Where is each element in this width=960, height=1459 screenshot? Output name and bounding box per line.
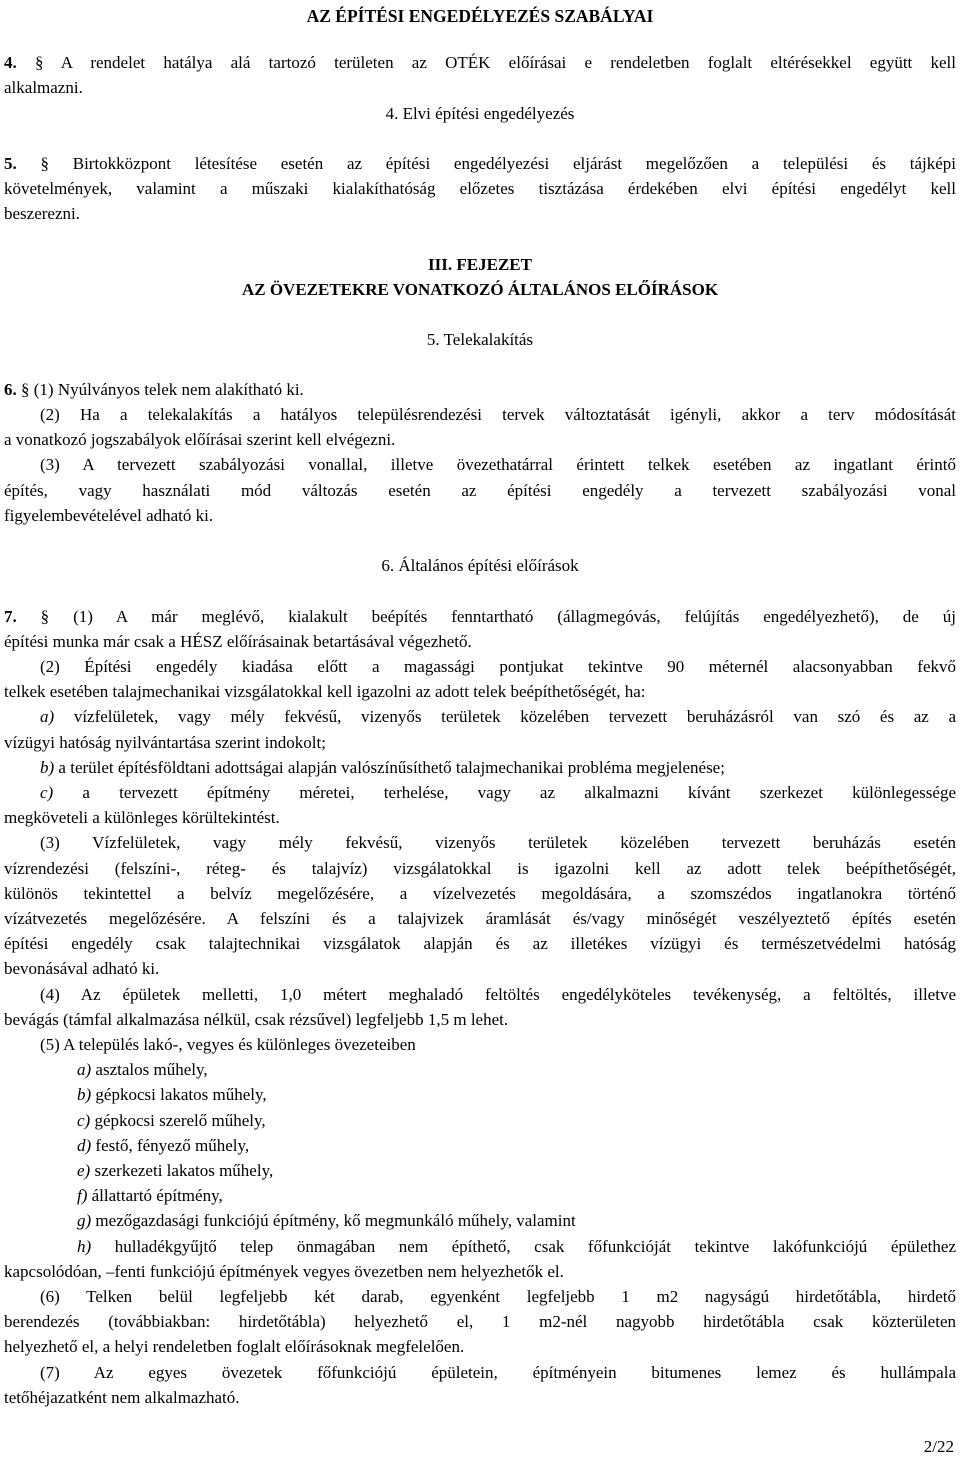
subheading-6: 6. Általános építési előírások (381, 556, 579, 575)
section-number: 7. (4, 607, 17, 626)
list-label: d) (77, 1136, 92, 1155)
paragraph-text: (1) Nyúlványos telek nem alakítható ki. (29, 380, 304, 399)
list-label: b) (40, 758, 55, 777)
paragraph-6-3-line-2: építés, vagy használati mód változás esetén az építési engedély a tervezett szabályozási vonal (4, 481, 956, 500)
list-item (4, 1133, 956, 1158)
paragraph-7-7-line-2: tetőhéjazatként nem alkalmazható. (4, 1388, 240, 1407)
paragraph-7-3-line-2: vízrendezési (felszíni-, réteg- és talajvíz) vizsgálatokkal is igazolni kell az adott telek beépíthetőségét, (4, 859, 956, 878)
paragraph-7-3-line-4: vízátvezetés megelőzésére. A felszíni és a talajvizek áramlását és/vagy minőségét veszélyeztető építés esetén (4, 909, 956, 928)
list-item (4, 1082, 956, 1107)
paragraph-5-line-1 (4, 151, 956, 176)
list-label: c) (40, 783, 54, 802)
list-item (4, 1158, 956, 1183)
paragraph-7-4-line-1: (4) Az épületek melletti, 1,0 métert meghaladó feltöltés engedélyköteles tevékenység, a feltöltés, illetve (40, 985, 956, 1004)
paragraph-text: (1) A már meglévő, kialakult beépítés fenntartható (állagmegóvás, felújítás engedélyezhető), de új (49, 607, 956, 626)
paragraph-7-2-line-2: telkek esetében talajmechanikai vizsgálatokkal kell igazolni az adott telek beépíthetőségét, ha: (4, 682, 646, 701)
paragraph-6-3-line-1: (3) A tervezett szabályozási vonallal, illetve övezethatárral érintett telkek esetében az ingatlant érintő (40, 455, 956, 474)
section-number: 5. (4, 154, 17, 173)
paragraph-7-6-line-1: (6) Telken belül legfeljebb két darab, egyenként legfeljebb 1 m2 nagyságú hirdetőtábla, hirdető (40, 1287, 956, 1306)
list-text: festő, fényező műhely, (91, 1136, 250, 1155)
paragraph-7-2a-line-1 (4, 704, 956, 729)
paragraph-5-line-3: beszerezni. (4, 204, 80, 223)
paragraph-7-3-line-6: bevonásával adható ki. (4, 959, 160, 978)
paragraph-7-2a-line-2: vízügyi hatóság nyilvántartása szerint indokolt; (4, 733, 326, 752)
paragraph-7-3-line-5: építési engedély csak talajtechnikai vizsgálatok alapján és az illetékes vízügyi és természetvédelmi hatóság (4, 934, 956, 953)
list-label: a) (40, 707, 55, 726)
section-sign-icon: § (16, 380, 30, 399)
paragraph-5-line-2: követelmények, valamint a műszaki kialakíthatóság előzetes tisztázása érdekében elvi építési engedélyt kell (4, 179, 956, 198)
paragraph-7-2c-line-2: megkövetelі a különleges körültekintést. (4, 808, 280, 827)
list-item (4, 1057, 956, 1082)
list-item (4, 1108, 956, 1133)
paragraph-7-1-line-1 (4, 604, 956, 629)
list-text: gépkocsi lakatos műhely, (91, 1085, 267, 1104)
list-label: b) (77, 1085, 92, 1104)
subheading-5: 5. Telekalakítás (426, 330, 534, 349)
document-title: AZ ÉPÍTÉSI ENGEDÉLYEZÉS SZABÁLYAI (306, 6, 654, 26)
list-item-h-line-1 (4, 1234, 956, 1259)
list-text: mezőgazdasági funkciójú építmény, kő megmunkáló műhely, valamint (91, 1211, 576, 1230)
paragraph-text: Birtokközpont létesítése esetén az építési engedélyezési eljárást megelőzően a települési és tájképi (49, 154, 957, 173)
paragraph-7-3-line-1: (3) Vízfelületek, vagy mély fekvésű, vizenyős területek közelében tervezett beruházás esetén (40, 833, 956, 852)
section-sign-icon: § (16, 53, 44, 72)
chapter-title: AZ ÖVEZETEKRE VONATKOZÓ ÁLTALÁNOS ELŐÍRÁSOK (241, 280, 719, 299)
list-text: gépkocsi szerelő műhely, (90, 1111, 266, 1130)
list-label: h) (77, 1237, 92, 1256)
list-text: asztalos műhely, (91, 1060, 208, 1079)
list-item-h-line-2: kapcsolódóan, –fenti funkciójú építmények vegyes övezetben nem helyezhetők el. (4, 1262, 564, 1281)
paragraph-6-line-1 (4, 377, 956, 402)
list-item (4, 1183, 956, 1208)
list-text: vízfelületek, vagy mély fekvésű, vizenyős területek közelében tervezett beruházásról van szó és az a (54, 707, 956, 726)
paragraph-7-6-line-2: berendezés (továbbiakban: hirdetőtábla) helyezhető el, 1 m2-nél nagyobb hirdetőtábla csak közterületen (4, 1312, 956, 1331)
list-text: a terület építésföldtani adottságai alapján valószínűsíthető talajmechanikai probléma megjelenése; (54, 758, 725, 777)
list-item (4, 1208, 956, 1233)
section-sign-icon: § (16, 607, 50, 626)
list-text: hulladékgyűjtő telep önmagában nem építhető, csak főfunkcióját tekintve lakófunkciójú épülethez (91, 1237, 956, 1256)
paragraph-4-line-2: alkalmazni. (4, 78, 83, 97)
list-text: a tervezett építmény méretei, terhelése, vagy az alkalmazni kívánt szerkezet különlegessége (53, 783, 956, 802)
paragraph-6-2-line-1: (2) Ha a telekalakítás a hatályos településrendezési tervek változtatását igényli, akkor a terv módosítását (40, 405, 956, 424)
list-label: c) (77, 1111, 91, 1130)
section-number: 6. (4, 380, 17, 399)
paragraph-7-4-line-2: bevágás (támfal alkalmazása nélkül, csak rézsűvel) legfeljebb 1,5 m lehet. (4, 1010, 509, 1029)
subheading-4: 4. Elvi építési engedélyezés (385, 104, 575, 123)
list-text: szerkezeti lakatos műhely, (90, 1161, 274, 1180)
paragraph-4-line-1 (4, 50, 956, 75)
paragraph-7-1-line-2: építési munka már csak a HÉSZ előírásainak betartásával végezhető. (4, 632, 472, 651)
paragraph-7-7-line-1: (7) Az egyes övezetek főfunkciójú épületein, építményein bitumenes lemez és hullámpala (40, 1363, 956, 1382)
chapter-heading: III. FEJEZET (428, 255, 532, 274)
page-number: 2/22 (923, 1437, 954, 1456)
paragraph-7-2c-line-1 (4, 780, 956, 805)
section-sign-icon: § (16, 154, 49, 173)
paragraph-7-2-line-1: (2) Építési engedély kiadása előtt a magassági pontjukat tekintve 90 méternél alacsonyabban fekvő (40, 657, 956, 676)
list-label: a) (77, 1060, 92, 1079)
paragraph-7-6-line-3: helyezhető el, a helyi rendeletben foglalt előírásoknak megfelelően. (4, 1337, 465, 1356)
paragraph-7-3-line-3: különös tekintettel a belvíz megelőzésére, a vízelvezetés megoldására, a szomszédos ingatlanokra történő (4, 884, 956, 903)
list-label: f) (77, 1186, 88, 1205)
section-number: 4. (4, 53, 17, 72)
paragraph-7-5-intro: (5) A település lakó-, vegyes és különleges övezeteiben (40, 1035, 416, 1054)
paragraph-6-2-line-2: a vonatkozó jogszabályok előírásai szerint kell elvégezni. (4, 430, 396, 449)
paragraph-text: A rendelet hatálya alá tartozó területen az OTÉK előírásai e rendeletben foglalt eltérésekkel együtt kell (43, 53, 956, 72)
list-text: állattartó építmény, (87, 1186, 223, 1205)
list-label: g) (77, 1211, 92, 1230)
paragraph-7-2b-line-1 (4, 755, 956, 780)
list-label: e) (77, 1161, 91, 1180)
paragraph-6-3-line-3: figyelembevételével adható ki. (4, 506, 214, 525)
